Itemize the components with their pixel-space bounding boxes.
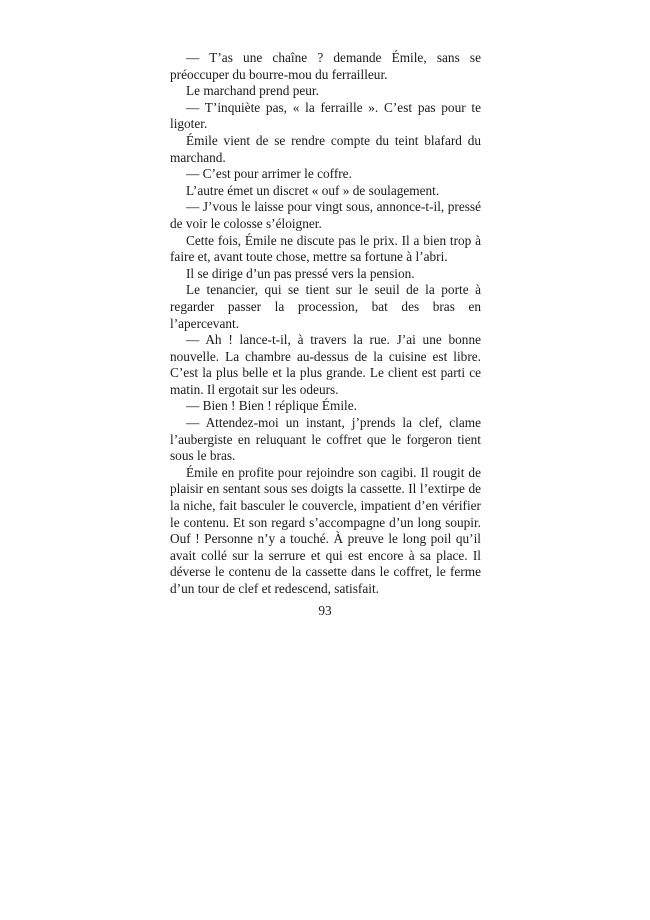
- paragraph: — J’vous le laisse pour vingt sous, annonce-t-il, pressé de voir le colosse s’éloigner.: [170, 199, 481, 231]
- paragraph: — Attendez-moi un instant, j’prends la clef, clame l’aubergiste en reluquant le coffret que le forgeron tient sous le bras.: [170, 415, 481, 464]
- paragraph: Émile en profite pour rejoindre son cagibi. Il rougit de plaisir en sentant sous ses doigts la cassette. Il l’extirpe de la niche, fait basculer le couvercle, impatient d’en vérifier le contenu. Et son regard s’accompagne d’un long soupir. Ouf ! Personne n’y a touché. À preuve le long poil qu’il avait collé sur la serrure et qui est encore à sa place. Il déverse le contenu de la cassette dans le coffret, le ferme d’un tour de clef et redescend, satisfait.: [170, 464, 481, 596]
- paragraph: — T’inquiète pas, « la ferraille ». C’est pas pour te ligoter.: [170, 99, 481, 132]
- paragraph: Le marchand prend peur.: [186, 83, 319, 99]
- paragraph: — Ah ! lance-t-il, à travers la rue. J’ai une bonne nouvelle. La chambre au-dessus de la cuisine est libre. C’est la plus belle et la plus grande. Le client est parti ce matin. Il ergotait sur les odeurs.: [170, 332, 481, 397]
- paragraph: Cette fois, Émile ne discute pas le prix. Il a bien trop à faire et, avant toute chose, mettre sa fortune à l’abri.: [170, 232, 481, 265]
- paragraph: Il se dirige d’un pas pressé vers la pension.: [186, 265, 415, 281]
- paragraph: Le tenancier, qui se tient sur le seuil de la porte à regarder passer la procession, bat des bras en l’apercevant.: [170, 282, 481, 331]
- body-text: [170, 50, 481, 598]
- paragraph: L’autre émet un discret « ouf » de soulagement.: [186, 182, 440, 198]
- paragraph: — T’as une chaîne ? demande Émile, sans se préoccuper du bourre-mou du ferrailleur.: [170, 50, 481, 82]
- paragraph: Émile vient de se rendre compte du teint blafard du marchand.: [170, 132, 481, 165]
- paragraph: — C’est pour arrimer le coffre.: [186, 166, 352, 182]
- page-number: 93: [318, 603, 332, 618]
- paragraph: — Bien ! Bien ! réplique Émile.: [186, 398, 357, 414]
